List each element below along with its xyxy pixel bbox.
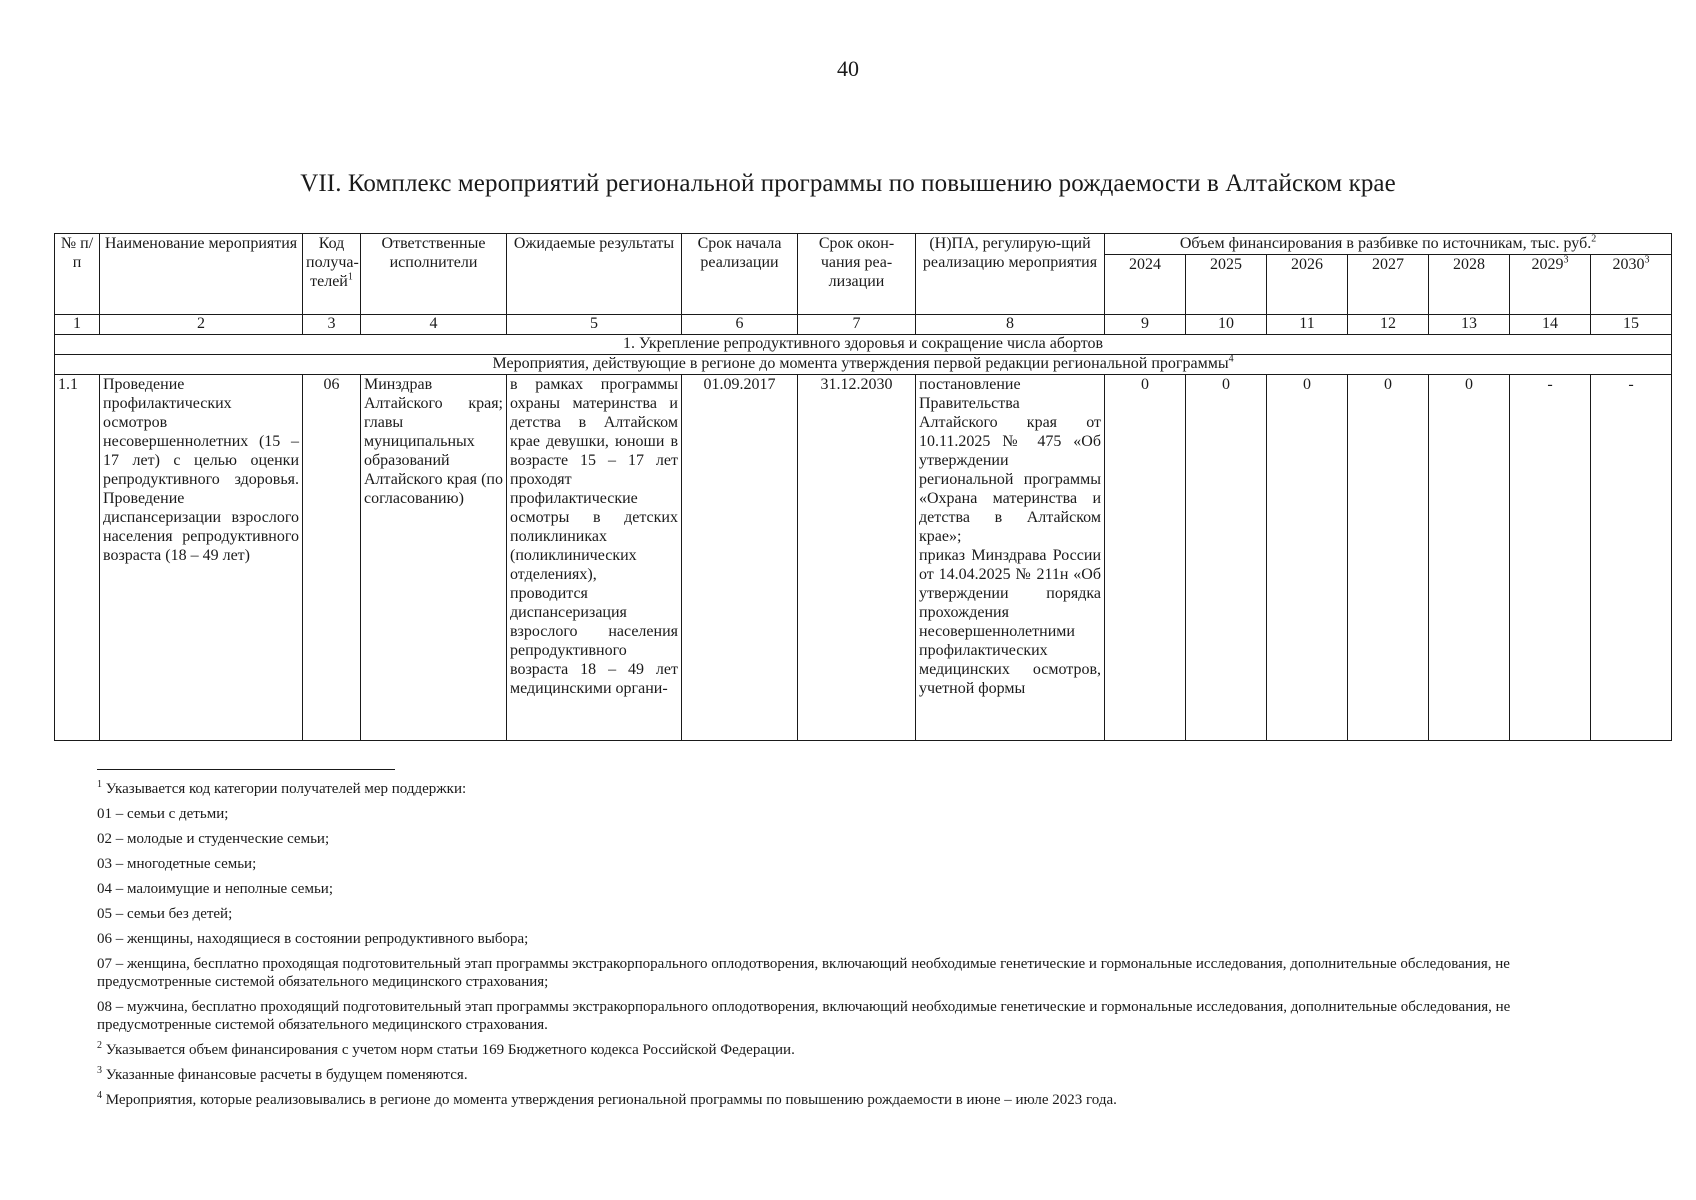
column-number: 2 (100, 315, 303, 335)
header-executors: Ответственные исполнители (361, 234, 507, 315)
footnote-code: 02 – молодые и студенческие семьи; (97, 831, 330, 847)
footnote-code: 04 – малоимущие и неполные семьи; (97, 881, 333, 897)
footnote-code: 08 – мужчина, бесплатно проходящий подготовительный этап программы экстракорпорального оплодотворения, включающий необходимые генетические и гормональные исследования, дополнительные обследования, не предусмотренные системой обязательного медицинского страхования. (97, 999, 1511, 1033)
section-row (55, 335, 1672, 355)
footnote-mark: 4 (97, 1090, 102, 1101)
subsection-title-cell (55, 355, 1672, 375)
column-number: 14 (1510, 315, 1591, 335)
footnote-4-text: Мероприятия, которые реализовывались в регионе до момента утверждения региональной программы по повышению рождаемости в июне – июле 2023 года. (105, 1092, 1117, 1108)
header-year: 2028 (1429, 255, 1510, 315)
row-npa: постановление Правительства Алтайского края от 10.11.2025 № 475 «Об утверждении региональной программы «Охрана материнства и детства в Алтайском крае»; приказ Минздрава России от 14.04.2025 № 211н «Об утверждении порядка прохождения несовершеннолетними профилактических медицинских осмотров, учетной формы (916, 375, 1105, 741)
footnote-divider (97, 769, 395, 770)
header-funding-text: Объем финансирования в разбивке по источникам, тыс. руб. (1179, 235, 1592, 252)
footnote-2 (97, 1041, 1577, 1059)
header-start: Срок начала реализации (682, 234, 798, 315)
footnote-code: 06 – женщины, находящиеся в состоянии репродуктивного выбора; (97, 931, 529, 947)
column-number: 8 (916, 315, 1105, 335)
column-number: 6 (682, 315, 798, 335)
footnote-1 (97, 780, 1577, 798)
table-row (55, 375, 1672, 741)
header-year-2029-text: 2029 (1531, 256, 1564, 273)
column-number: 13 (1429, 315, 1510, 335)
footnote-code: 07 – женщина, бесплатно проходящая подготовительный этап программы экстракорпорального оплодотворения, включающий необходимые генетические и гормональные исследования, дополнительные обследования, не предусмотренные системой обязательного медицинского страхования; (97, 956, 1510, 990)
header-year: 2024 (1105, 255, 1186, 315)
footnote-code: 01 – семьи с детьми; (97, 806, 229, 822)
funding-2027: 0 (1348, 375, 1429, 741)
column-number: 9 (1105, 315, 1186, 335)
header-results: Ожидаемые результаты (507, 234, 682, 315)
page-number: 40 (837, 56, 859, 81)
footnote-4 (97, 1091, 1577, 1109)
header-funding (1105, 234, 1672, 255)
row-end: 31.12.2030 (798, 375, 916, 741)
column-number: 10 (1186, 315, 1267, 335)
header-year-2030-sup: 3 (1644, 254, 1650, 266)
header-year: 2025 (1186, 255, 1267, 315)
header-npa: (Н)ПА, регулирую-щий реализацию мероприятия (916, 234, 1105, 315)
column-number: 12 (1348, 315, 1429, 335)
row-start: 01.09.2017 (682, 375, 798, 741)
funding-2029: - (1510, 375, 1591, 741)
header-code (303, 234, 361, 315)
header-year-2030 (1591, 255, 1672, 315)
column-number-row (55, 315, 1672, 335)
subsection-sup: 4 (1228, 353, 1234, 365)
footnote-code: 05 – семьи без детей; (97, 906, 233, 922)
column-number: 7 (798, 315, 916, 335)
header-year-2030-text: 2030 (1612, 256, 1645, 273)
footnote-mark: 1 (97, 779, 102, 790)
footnote-mark: 2 (97, 1040, 102, 1051)
column-number: 4 (361, 315, 507, 335)
funding-2028: 0 (1429, 375, 1510, 741)
footnote-3 (97, 1066, 1577, 1084)
table-header-row (55, 234, 1672, 255)
header-code-text: Код получа-телей (306, 235, 359, 290)
header-code-sup: 1 (347, 271, 353, 283)
header-year-2029 (1510, 255, 1591, 315)
column-number: 3 (303, 315, 361, 335)
header-end: Срок окон-чания реа-лизации (798, 234, 916, 315)
column-number: 5 (507, 315, 682, 335)
funding-2030: - (1591, 375, 1672, 741)
page-title: VII. Комплекс мероприятий региональной программы по повышению рождаемости в Алтайском крае (300, 170, 1396, 197)
footnote-mark: 3 (97, 1065, 102, 1076)
funding-2025: 0 (1186, 375, 1267, 741)
row-results: в рамках программы охраны материнства и детства в Алтайском крае девушки, юноши в возрасте 15 – 17 лет проходят профилактические осмотры в детских поликлиниках (поликлинических отделениях), проводится диспансеризация взрослого населения репродуктивного возраста 18 – 49 лет медицинскими органи- (507, 375, 682, 741)
header-year-2029-sup: 3 (1563, 254, 1569, 266)
footnote-1-text: Указывается код категории получателей мер поддержки: (105, 781, 467, 797)
header-name: Наименование мероприятия (100, 234, 303, 315)
subsection-row (55, 355, 1672, 375)
footnotes (97, 780, 1577, 1116)
header-num: № п/п (55, 234, 100, 315)
header-year: 2027 (1348, 255, 1429, 315)
header-year: 2026 (1267, 255, 1348, 315)
column-number: 11 (1267, 315, 1348, 335)
funding-2024: 0 (1105, 375, 1186, 741)
header-funding-sup: 2 (1591, 233, 1597, 245)
column-number: 15 (1591, 315, 1672, 335)
funding-2026: 0 (1267, 375, 1348, 741)
footnote-3-text: Указанные финансовые расчеты в будущем поменяются. (105, 1067, 468, 1083)
subsection-title: Мероприятия, действующие в регионе до момента утверждения первой редакции региональной программы (492, 355, 1229, 372)
footnote-code: 03 – многодетные семьи; (97, 856, 257, 872)
row-code: 06 (303, 375, 361, 741)
row-executors: Минздрав Алтайского края; главы муниципальных образований Алтайского края (по согласованию) (361, 375, 507, 741)
section-title: 1. Укрепление репродуктивного здоровья и сокращение числа абортов (55, 335, 1672, 355)
row-num: 1.1 (55, 375, 100, 741)
column-number: 1 (55, 315, 100, 335)
footnote-2-text: Указывается объем финансирования с учетом норм статьи 169 Бюджетного кодекса Российской Федерации. (105, 1042, 795, 1058)
measures-table (54, 233, 1672, 741)
row-name: Проведение профилактических осмотров несовершеннолетних (15 – 17 лет) с целью оценки репродуктивного здоровья. Проведение диспансеризации взрослого населения репродуктивного возраста (18 – 49 лет) (100, 375, 303, 741)
